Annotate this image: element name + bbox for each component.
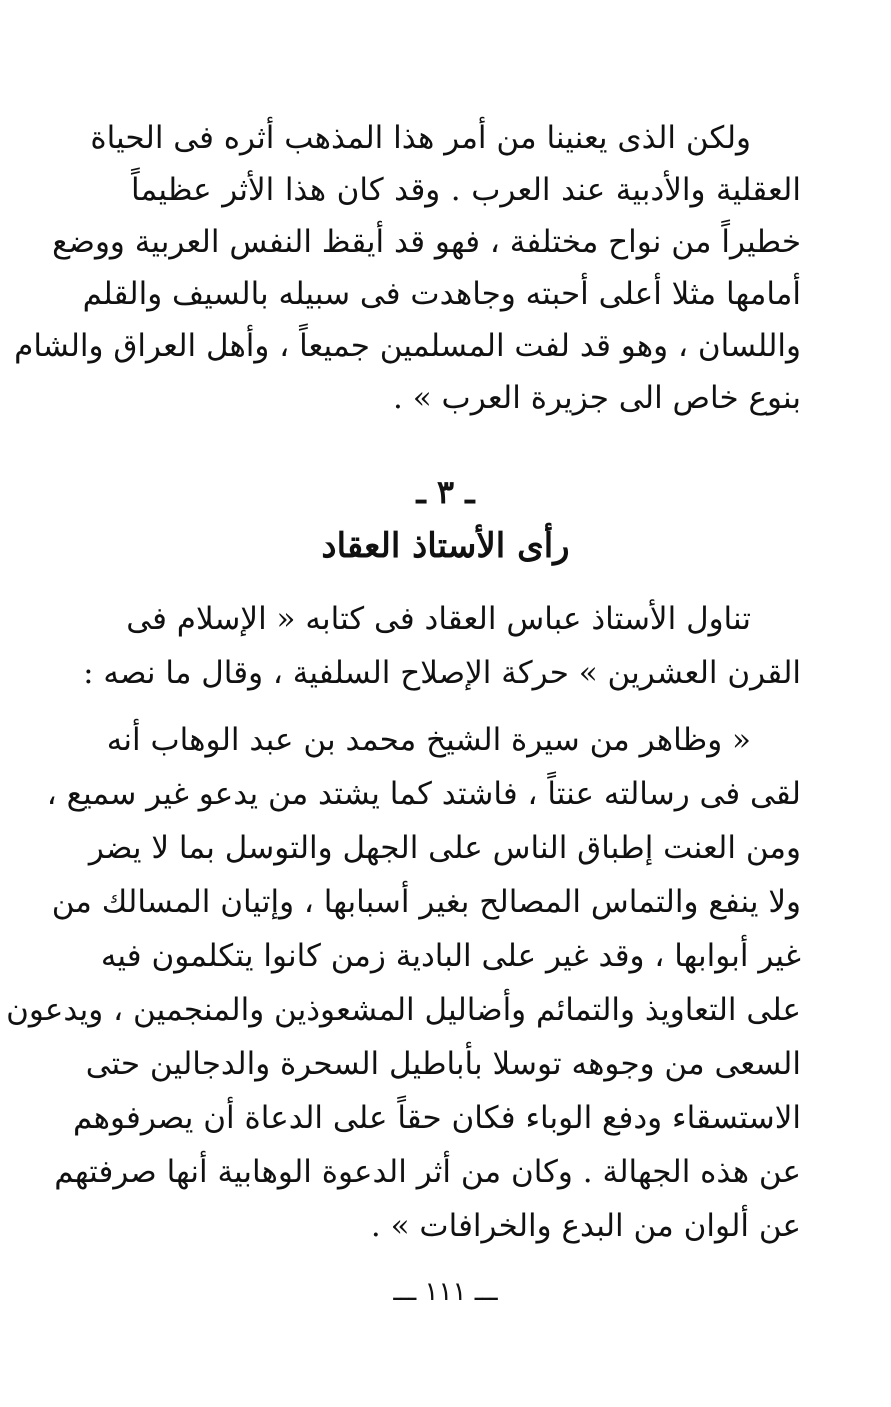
text-line: واللسان ، وهو قد لفت المسلمين جميعاً ، وأهل العراق والشام [14, 328, 801, 364]
text-line: خطيراً من نواح مختلفة ، فهو قد أيقظ النفس العربية ووضع [52, 224, 801, 260]
text-line: « وظاهر من سيرة الشيخ محمد بن عبد الوهاب أنه [106, 722, 751, 758]
text-line: ولا ينفع والتماس المصالح بغير أسبابها ، وإتيان المسالك من [51, 884, 801, 920]
text-line: الاستسقاء ودفع الوباء فكان حقاً على الدعاة أن يصرفوهم [73, 1100, 801, 1136]
text-line: لقى فى رسالته عنتاً ، فاشتد كما يشتد من يدعو غير سميع ، [46, 776, 801, 812]
paragraph-aqqad-intro [83, 592, 801, 700]
section-number: ـ ٣ ـ [416, 473, 475, 511]
paragraph-quote [6, 713, 801, 1253]
text-line: غير أبوابها ، وقد غير على البادية زمن كانوا يتكلمون فيه [100, 938, 801, 974]
paragraph-intro [14, 112, 801, 424]
text-line: تناول الأستاذ عباس العقاد فى كتابه « الإسلام فى [126, 601, 751, 637]
text-line: ومن العنت إطباق الناس على الجهل والتوسل بما لا يضر [88, 830, 801, 866]
text-line: عن ألوان من البدع والخرافات » . [370, 1208, 801, 1244]
text-line: القرن العشرين » حركة الإصلاح السلفية ، وقال ما نصه : [83, 655, 801, 691]
text-line: ولكن الذى يعنينا من أمر هذا المذهب أثره فى الحياة [90, 120, 751, 156]
section-title: رأى الأستاذ العقاد [321, 526, 570, 566]
text-line: بنوع خاص الى جزيرة العرب » . [393, 380, 801, 416]
text-line: العقلية والأدبية عند العرب . وقد كان هذا الأثر عظيماً [131, 172, 801, 208]
text-line: على التعاويذ والتمائم وأضاليل المشعوذين والمنجمين ، ويدعون [6, 992, 801, 1028]
page-number: ـــ ١١١ ـــ [393, 1277, 498, 1307]
text-line: السعى من وجوهه توسلا بأباطيل السحرة والدجالين حتى [85, 1046, 801, 1082]
text-line: أمامها مثلا أعلى أحبته وجاهدت فى سبيله بالسيف والقلم [82, 276, 801, 312]
text-line: عن هذه الجهالة . وكان من أثر الدعوة الوهابية أنها صرفتهم [54, 1154, 801, 1190]
